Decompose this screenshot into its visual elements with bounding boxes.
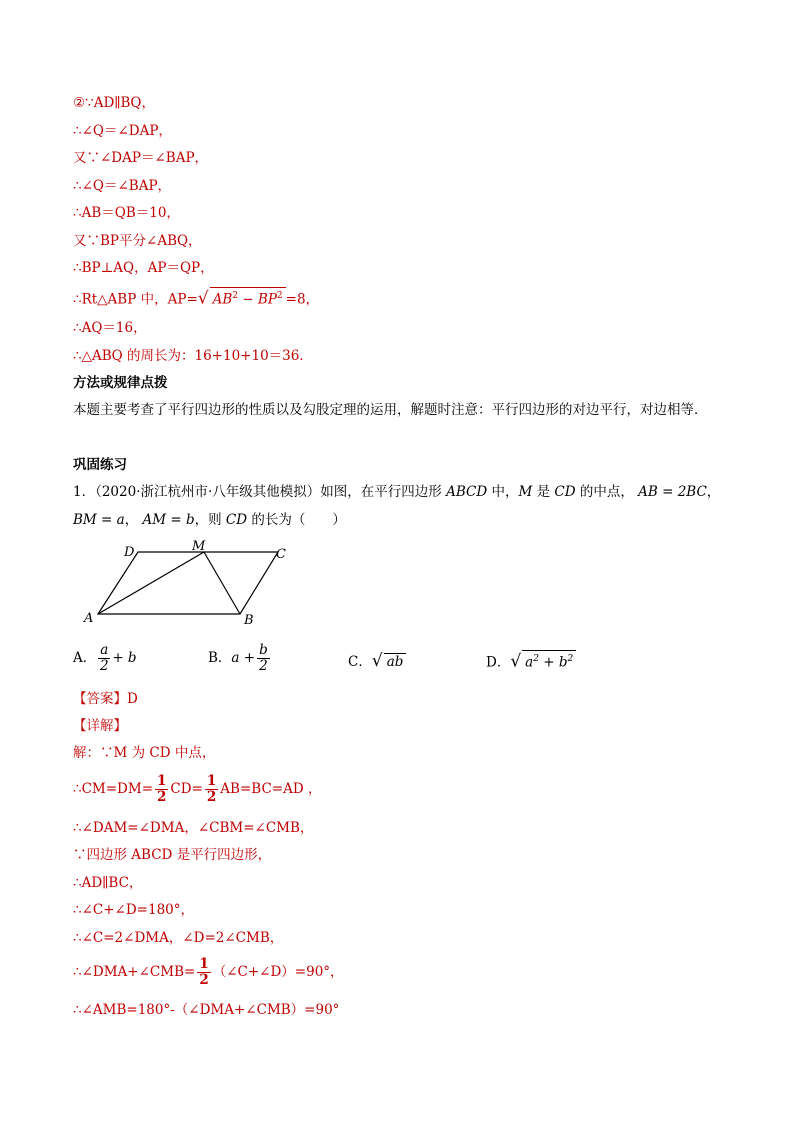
answer: 【答案】D <box>73 691 138 707</box>
math-bm: BM = a <box>73 512 125 528</box>
radical-sign: √ <box>510 651 522 672</box>
label-m: M <box>192 539 206 554</box>
option-label: B． <box>208 650 232 666</box>
math-ab2bc: AB = 2BC <box>638 484 707 500</box>
label-a: A <box>84 611 94 626</box>
solution-line: ∴AB＝QB＝10， <box>73 205 180 221</box>
practice-heading: 巩固练习 <box>73 457 127 473</box>
denominator: 2 <box>199 972 209 988</box>
option-a[interactable] <box>73 643 137 674</box>
radical-sign: √ <box>371 651 383 671</box>
solution-line: ∴∠Q＝∠DAP， <box>73 123 172 139</box>
comma: ， <box>124 512 139 528</box>
detail-text: AB=BC=AD ， <box>220 781 322 797</box>
numerator: 1 <box>157 773 167 789</box>
solution-line: ∴∠Q＝∠BAP， <box>73 178 172 194</box>
option-label: C． <box>348 654 372 670</box>
exp: 2 <box>276 291 283 301</box>
exp: 2 <box>232 291 238 301</box>
detail-text: （∠C+∠D）=90°， <box>212 964 344 980</box>
denominator: 2 <box>157 789 167 805</box>
detail-line: 解：∵M 为 CD 中点， <box>73 745 216 761</box>
exp: 2 <box>533 654 539 664</box>
detail-text: ∴∠DMA+∠CMB= <box>73 964 196 980</box>
parallelogram-figure <box>80 538 300 630</box>
fraction <box>205 774 218 805</box>
radicand: ab <box>384 653 407 670</box>
exp: 2 <box>567 654 574 664</box>
detail-line: ∴∠C+∠D=180°， <box>73 902 195 918</box>
detail-text: CD= <box>170 781 203 797</box>
detail-line: ∴AD∥BC， <box>73 875 143 891</box>
detail-line: ∴∠C=2∠DMA，∠D=2∠CMB， <box>73 930 284 946</box>
solution-line: 又∵∠DAP＝∠BAP， <box>73 150 209 166</box>
math-abcd: ABCD <box>446 484 488 500</box>
rt-triangle-line <box>73 287 319 310</box>
radicand-a: AB <box>212 291 233 308</box>
fraction <box>257 643 270 674</box>
detail-heading: 【详解】 <box>73 718 127 734</box>
option-label: D． <box>486 654 511 671</box>
math-cd: CD <box>225 512 248 528</box>
label-c: C <box>276 547 286 562</box>
option-b[interactable] <box>208 643 272 674</box>
option-label: A． <box>73 650 97 666</box>
solution-line: ∴AQ＝16， <box>73 320 147 336</box>
detail-line: ∴∠DAM=∠DMA，∠CBM=∠CMB， <box>73 820 314 836</box>
solution-line: 又∵BP平分∠ABQ， <box>73 233 202 249</box>
method-heading: 方法或规律点拨 <box>73 375 168 391</box>
radicand <box>210 287 286 308</box>
option-head: a + <box>231 650 256 666</box>
question-text: 的中点， <box>579 484 634 500</box>
segment-bm <box>204 552 240 614</box>
comma: ， <box>706 484 721 500</box>
denominator: 2 <box>99 658 109 674</box>
rt-prefix: ∴Rt△ABP 中，AP= <box>73 291 198 308</box>
label-b: B <box>244 613 254 628</box>
math-cd: CD <box>554 484 576 500</box>
denominator: 2 <box>206 789 217 805</box>
denominator: 2 <box>259 658 268 674</box>
label-d: D <box>124 545 135 560</box>
numerator: b <box>259 642 268 658</box>
radicand <box>522 650 576 671</box>
numerator: 1 <box>206 773 217 789</box>
question-line-2 <box>73 510 346 530</box>
radicand-b: b <box>558 654 568 671</box>
option-d[interactable] <box>486 650 576 672</box>
solution-line: ②∵AD∥BQ， <box>73 95 155 111</box>
radicand-b: BP <box>257 291 277 308</box>
radicand-a: a <box>525 654 534 671</box>
detail-line <box>73 957 344 988</box>
plus: + <box>538 654 559 671</box>
question-number: 1． <box>73 484 96 500</box>
solution-line: ∴△ABQ 的周长为：16+10+10＝36． <box>73 348 313 364</box>
numerator: a <box>100 642 109 658</box>
minus: − <box>238 291 258 308</box>
question-source: （2020·浙江杭州市·八年级其他模拟） <box>95 484 321 500</box>
fraction <box>98 643 110 674</box>
detail-line: ∴∠AMB=180°-（∠DMA+∠CMB）=90° <box>73 1002 340 1018</box>
math-m: M <box>518 484 533 500</box>
question-text: ，则 <box>194 512 222 528</box>
option-tail: + b <box>112 650 137 666</box>
detail-line: ∵四边形 ABCD 是平行四边形， <box>73 847 272 863</box>
fraction <box>197 957 210 988</box>
method-text: 本题主要考查了平行四边形的性质以及勾股定理的运用，解题时注意：平行四边形的对边平行，对边相等． <box>73 402 708 418</box>
question-line-1 <box>73 482 720 502</box>
math-am: AM = b <box>142 512 195 528</box>
question-text: 如图，在平行四边形 <box>320 484 442 500</box>
question-text: 的长为（ ） <box>251 512 346 528</box>
radical-sign: √ <box>197 288 209 309</box>
solution-line: ∴BP⊥AQ，AP＝QP， <box>73 260 214 276</box>
fraction <box>155 774 168 805</box>
question-text: 中， <box>491 484 519 500</box>
segment-am <box>98 552 204 614</box>
detail-text: ∴CM=DM= <box>73 781 154 797</box>
numerator: 1 <box>199 956 209 972</box>
question-text: 是 <box>536 484 551 500</box>
detail-line <box>73 774 321 805</box>
rt-suffix: =8， <box>285 291 320 308</box>
option-c[interactable] <box>348 650 406 671</box>
